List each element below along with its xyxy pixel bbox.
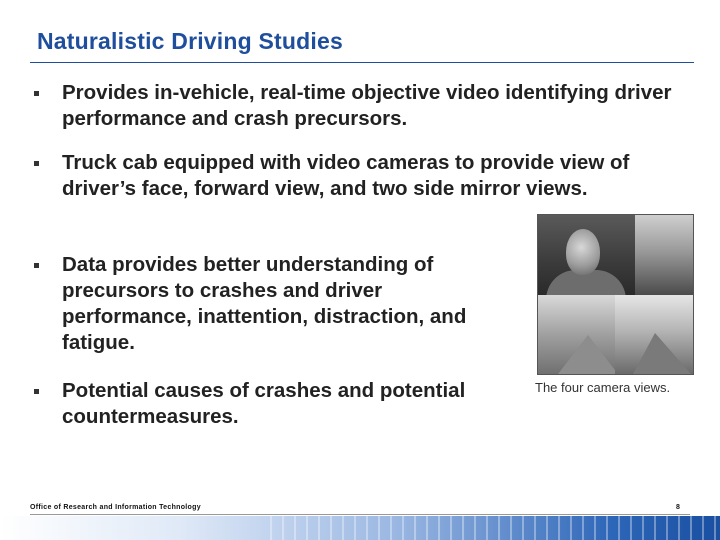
image-caption: The four camera views.	[535, 380, 671, 395]
footer-office-name: Office of Research and Information Technology	[30, 504, 201, 511]
slide-title: Naturalistic Driving Studies	[37, 28, 343, 54]
forward-camera-view	[635, 215, 693, 295]
bullet-text: Potential causes of crashes and potential countermeasures.	[62, 379, 466, 428]
bullet-item	[34, 378, 554, 430]
square-bullet-icon	[34, 91, 39, 96]
square-bullet-icon	[34, 263, 39, 268]
footer-band-stripes	[260, 516, 720, 540]
bullet-text: Provides in-vehicle, real-time objective video identifying driver performance and crash precursors.	[62, 81, 672, 130]
driver-face-camera-view	[538, 215, 635, 295]
bullet-item	[34, 80, 694, 132]
title-divider	[30, 62, 694, 63]
square-bullet-icon	[34, 389, 39, 394]
bullet-item	[34, 150, 654, 202]
right-mirror-camera-view	[615, 295, 693, 374]
page-number: 8	[676, 504, 680, 511]
bullet-text: Data provides better understanding of precursors to crashes and driver performance, inattention, distraction, and fatigue.	[62, 253, 467, 354]
bullet-item	[34, 252, 484, 356]
camera-views-photo	[537, 214, 694, 375]
left-mirror-camera-view	[538, 295, 615, 374]
bullet-text: Truck cab equipped with video cameras to provide view of driver’s face, forward view, and two side mirror views.	[62, 151, 630, 200]
footer-divider	[30, 514, 690, 515]
square-bullet-icon	[34, 161, 39, 166]
